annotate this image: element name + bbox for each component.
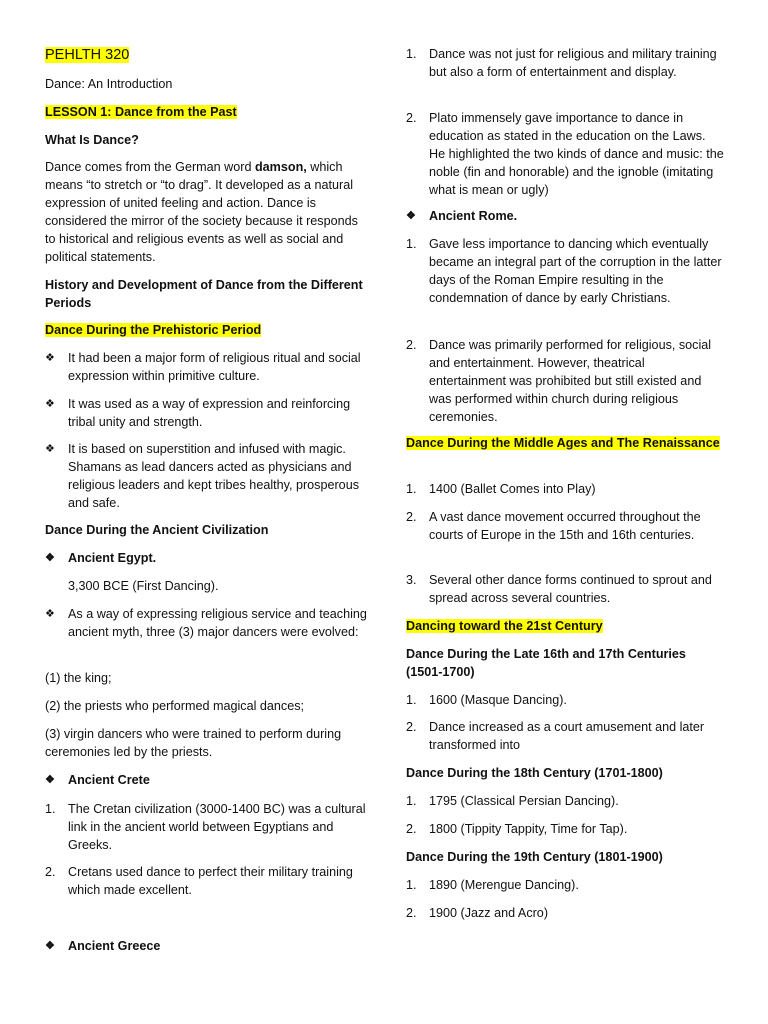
list-item: 2. Cretans used dance to perfect their military training which made excellent.	[45, 865, 353, 897]
damson-term: damson,	[254, 160, 307, 174]
list-item: 2. Dance was primarily performed for religious, social and entertainment. However, theatrical entertainment was prohibited but still existed and was performed within church during religious ceremonies.	[406, 338, 712, 424]
list-item: 2. A vast dance movement occurred throughout the courts of Europe in the 15th and 16th centuries.	[406, 510, 701, 542]
what-is-dance-heading: What Is Dance?	[45, 133, 139, 147]
late-16th-heading: Dance During the Late 16th and 17th Centuries (1501-1700)	[406, 647, 686, 679]
ancient-civilization-heading: Dance During the Ancient Civilization	[45, 523, 269, 537]
list-item: ❖ It is based on superstition and infused with magic. Shamans as lead dancers acted as physicians and religious leaders and kept tribes healthy, prosperous and safe.	[45, 442, 359, 510]
course-code: PEHLTH 320	[45, 47, 130, 63]
list-item: 1. 1890 (Merengue Dancing).	[406, 878, 579, 892]
diamond-bullet-icon: ❖	[45, 774, 55, 786]
list-item: 1. Dance was not just for religious and military training but also a form of entertainment and display.	[406, 47, 717, 79]
list-item: 3. Several other dance forms continued to sprout and spread across several countries.	[406, 573, 712, 605]
list-item: ❖ It had been a major form of religious ritual and social expression within primitive culture.	[45, 351, 361, 383]
greece-heading: ❖ Ancient Greece	[45, 939, 161, 953]
dancer-type-priests: (2) the priests who performed magical dances;	[45, 699, 304, 713]
list-item: 2. Dance increased as a court amusement and later transformed into	[406, 720, 705, 752]
egypt-date: 3,300 BCE (First Dancing).	[68, 579, 219, 593]
egypt-heading: ❖ Ancient Egypt.	[45, 551, 157, 565]
diamond-bullet-icon: ❖	[45, 352, 55, 364]
dancer-type-king: (1) the king;	[45, 671, 112, 685]
list-item: 2. 1800 (Tippity Tappity, Time for Tap).	[406, 822, 628, 836]
diamond-bullet-icon: ❖	[45, 940, 55, 952]
list-item: ❖ As a way of expressing religious service and teaching ancient myth, three (3) major dancers were evolved:	[45, 607, 367, 639]
diamond-bullet-icon: ❖	[45, 398, 55, 410]
diamond-bullet-icon: ❖	[45, 608, 55, 620]
dance-definition: Dance comes from the German word damson, which means “to stretch or “to drag”. It developed as a natural expression of united feeling and action. Dance is considered the mirror of the society because it responds to historical and religious events as well as social and political statements.	[45, 160, 358, 264]
rome-heading: ❖ Ancient Rome.	[406, 209, 518, 223]
subtitle: Dance: An Introduction	[45, 77, 173, 91]
history-heading: History and Development of Dance from the Different Periods	[45, 278, 363, 310]
list-item: 1. 1795 (Classical Persian Dancing).	[406, 794, 619, 808]
diamond-bullet-icon: ❖	[45, 443, 55, 455]
list-item: 1. Gave less importance to dancing which eventually became an integral part of the corruption in the latter days of the Roman Empire resulting in the condemnation of dance by early Christians.	[406, 237, 722, 305]
lesson-title: LESSON 1: Dance from the Past	[45, 105, 237, 119]
diamond-bullet-icon: ❖	[406, 210, 416, 222]
crete-heading: ❖ Ancient Crete	[45, 773, 150, 787]
list-item: ❖ It was used as a way of expression and reinforcing tribal unity and strength.	[45, 397, 351, 429]
diamond-bullet-icon: ❖	[45, 552, 55, 564]
dancer-type-virgins: (3) virgin dancers who were trained to perform during ceremonies led by the priests.	[45, 727, 342, 759]
18th-century-heading: Dance During the 18th Century (1701-1800)	[406, 766, 663, 780]
list-item: 1. The Cretan civilization (3000-1400 BC) was a cultural link in the ancient world between Egyptians and Greeks.	[45, 802, 366, 852]
list-item: 1. 1400 (Ballet Comes into Play)	[406, 482, 596, 496]
19th-century-heading: Dance During the 19th Century (1801-1900)	[406, 850, 663, 864]
list-item: 2. 1900 (Jazz and Acro)	[406, 906, 549, 920]
21st-century-heading: Dancing toward the 21st Century	[406, 619, 603, 633]
middle-ages-heading: Dance During the Middle Ages and The Renaissance	[406, 436, 720, 450]
list-item: 2. Plato immensely gave importance to dance in education as stated in the education on the Laws. He highlighted the two kinds of dance and music: the noble (fin and honorable) and the ignoble (imitating what is mean or ugly)	[406, 111, 724, 197]
prehistoric-heading: Dance During the Prehistoric Period	[45, 323, 262, 337]
list-item: 1. 1600 (Masque Dancing).	[406, 693, 567, 707]
